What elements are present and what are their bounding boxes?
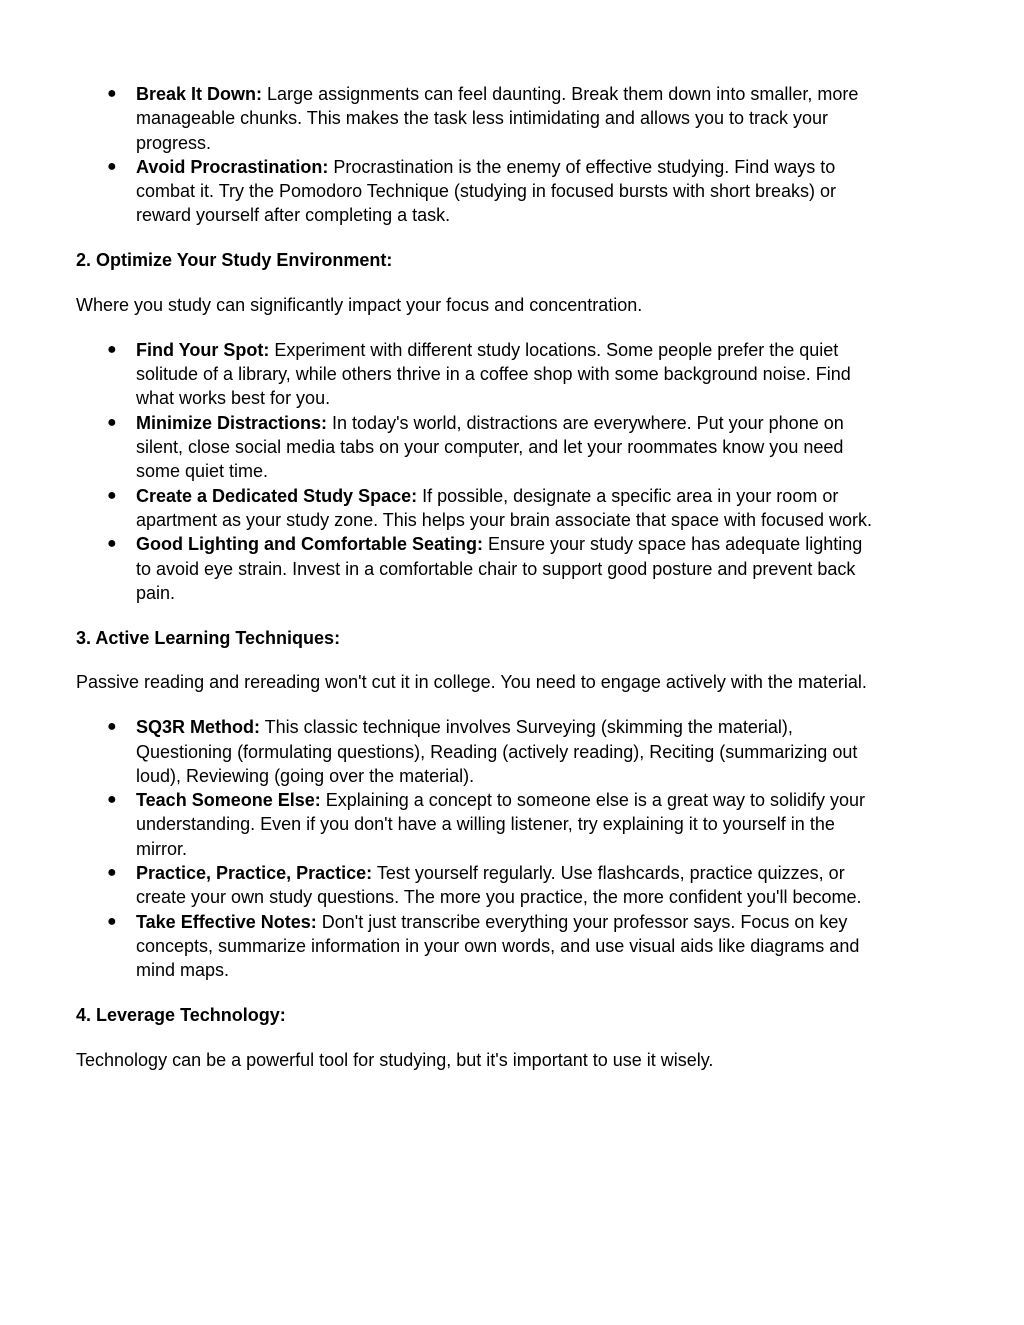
section-intro: Where you study can significantly impact your focus and concentration.: [76, 295, 643, 316]
list-item: [76, 532, 876, 605]
section-intro: Technology can be a powerful tool for studying, but it's important to use it wisely.: [76, 1049, 714, 1070]
list-item: [76, 338, 876, 411]
list-item-text: Procrastination is the enemy of effective studying. Find ways to combat it. Try the Pomodoro Technique (studying in focused bursts with short breaks) or reward yourself after completing a task.: [136, 156, 837, 226]
list-item-text: If possible, designate a specific area in your room or apartment as your study zone. This helps your brain associate that space with focused work.: [136, 485, 873, 530]
bullet-icon: ●: [107, 791, 117, 809]
bullet-icon: ●: [107, 864, 117, 882]
list-item-term: Avoid Procrastination:: [136, 156, 329, 177]
list-item-text: Explaining a concept to someone else is a great way to solidify your understanding. Even if you don't have a willing listener, try explaining it to yourself in the mirror.: [136, 790, 866, 859]
list-item-text: Test yourself regularly. Use flashcards, practice quizzes, or create your own study questions. The more you practice, the more confident you'll become.: [136, 863, 862, 908]
list-item: [76, 155, 876, 228]
document-page: [76, 82, 876, 1072]
list-item: [76, 910, 876, 983]
list-item-text: In today's world, distractions are everywhere. Put your phone on silent, close social media tabs on your computer, and let your roommates know you need some quiet time.: [136, 412, 844, 482]
bullet-icon: ●: [107, 413, 117, 431]
bullet-icon: ●: [107, 535, 117, 553]
list-item-term: Break It Down:: [136, 84, 263, 104]
list-item-text: Large assignments can feel daunting. Break them down into smaller, more manageable chunks. This makes the task less intimidating and allows you to track your progress.: [136, 84, 859, 153]
list-item-term: SQ3R Method:: [136, 717, 260, 738]
list-item: [76, 484, 876, 533]
bullet-icon: ●: [107, 486, 117, 504]
section-intro: Passive reading and rereading won't cut it in college. You need to engage actively with the material.: [76, 672, 867, 693]
bullet-list: [76, 82, 876, 228]
bullet-list: [76, 715, 876, 982]
bullet-list: [76, 338, 876, 605]
list-item-term: Good Lighting and Comfortable Seating:: [136, 534, 483, 555]
list-item-term: Teach Someone Else:: [136, 790, 321, 811]
list-item-term: Practice, Practice, Practice:: [136, 863, 373, 884]
bullet-icon: ●: [107, 718, 117, 736]
bullet-icon: ●: [107, 157, 117, 175]
bullet-icon: ●: [107, 340, 117, 358]
section-heading: 4. Leverage Technology:: [76, 1005, 286, 1025]
list-item-term: Create a Dedicated Study Space:: [136, 485, 418, 506]
list-item-term: Find Your Spot:: [136, 339, 270, 360]
list-item-text: Ensure your study space has adequate lighting to avoid eye strain. Invest in a comfortable chair to support good posture and prevent back pain.: [136, 534, 863, 603]
list-item-term: Minimize Distractions:: [136, 412, 328, 433]
list-item-text: Don't just transcribe everything your professor says. Focus on key concepts, summarize information in your own words, and use visual aids like diagrams and mind maps.: [136, 911, 860, 981]
list-item: [76, 715, 876, 788]
section-heading: 3. Active Learning Techniques:: [76, 627, 341, 648]
section-heading: 2. Optimize Your Study Environment:: [76, 250, 393, 271]
list-item: [76, 82, 876, 155]
list-item-text: This classic technique involves Surveying (skimming the material), Questioning (formulating questions), Reading (actively reading), Reciting (summarizing out loud), Reviewing (going over the material).: [136, 717, 858, 786]
bullet-icon: ●: [107, 912, 117, 930]
list-item: [76, 788, 876, 861]
list-item-term: Take Effective Notes:: [136, 911, 317, 932]
bullet-icon: ●: [107, 85, 117, 102]
list-item: [76, 411, 876, 484]
list-item: [76, 861, 876, 910]
list-item-text: Experiment with different study locations. Some people prefer the quiet solitude of a library, while others thrive in a coffee shop with some background noise. Find what works best for you.: [136, 339, 851, 409]
